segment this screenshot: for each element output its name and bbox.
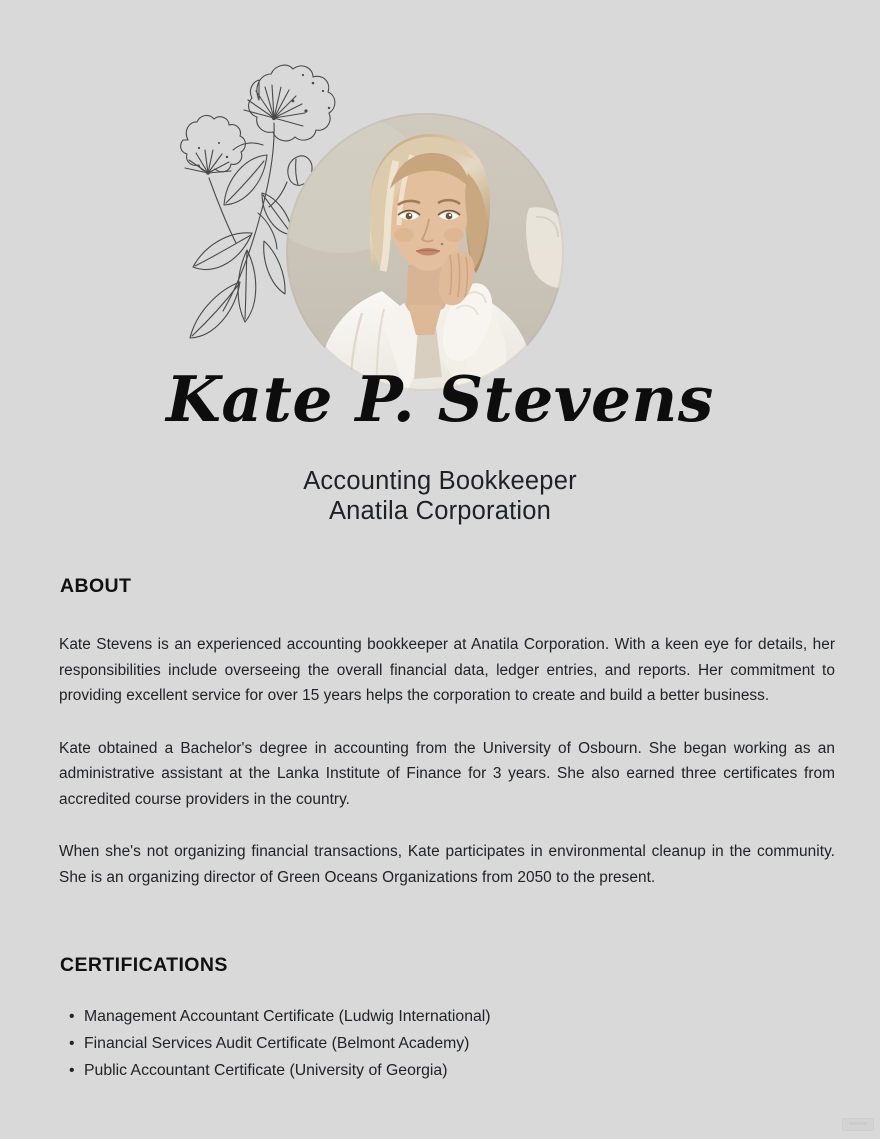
about-paragraph: Kate obtained a Bachelor's degree in accounting from the University of Osbourn. She began working as an administrative assistant at the Lanka Institute of Finance for 3 years. She also earned three certificates from accredited course providers in the country. — [59, 739, 835, 808]
hero-section — [0, 0, 880, 540]
list-item-label: Financial Services Audit Certificate (Belmont Academy) — [84, 1035, 470, 1052]
list-item — [69, 1003, 880, 1030]
about-paragraphs — [0, 632, 880, 890]
list-item — [69, 1030, 880, 1057]
certifications-heading: CERTIFICATIONS — [60, 954, 228, 976]
certifications-section — [0, 954, 880, 1084]
resume-content — [0, 560, 880, 1084]
about-paragraph: Kate Stevens is an experienced accounting bookkeeper at Anatila Corporation. With a keen eye for details, her responsibilities include overseeing the overall financial data, ledger entries, and reports. Her commitment to providing excellent service for over 15 years helps the corporation to create and build a better business. — [59, 636, 835, 704]
avatar — [286, 113, 564, 391]
watermark-badge — [842, 1118, 874, 1131]
about-paragraph: When she's not organizing financial transactions, Kate participates in environmental cleanup in the community. She is an organizing director of Green Oceans Organizations from 2050 to the present. — [59, 843, 835, 886]
person-name: Kate P. Stevens — [166, 362, 714, 436]
certifications-list — [0, 1003, 880, 1084]
portrait-photo — [286, 113, 564, 391]
watermark-mark — [849, 1122, 867, 1125]
bullet-icon: • — [69, 1008, 75, 1025]
list-item — [69, 1057, 880, 1084]
list-item-label: Public Accountant Certificate (University of Georgia) — [84, 1062, 448, 1079]
list-item-label: Management Accountant Certificate (Ludwig International) — [84, 1008, 491, 1025]
job-title: Accounting Bookkeeper — [303, 467, 577, 495]
bullet-icon: • — [69, 1035, 75, 1052]
about-heading: ABOUT — [60, 575, 132, 597]
job-subtitle — [0, 466, 880, 526]
company-name: Anatila Corporation — [328, 497, 552, 525]
bullet-icon: • — [69, 1062, 75, 1079]
